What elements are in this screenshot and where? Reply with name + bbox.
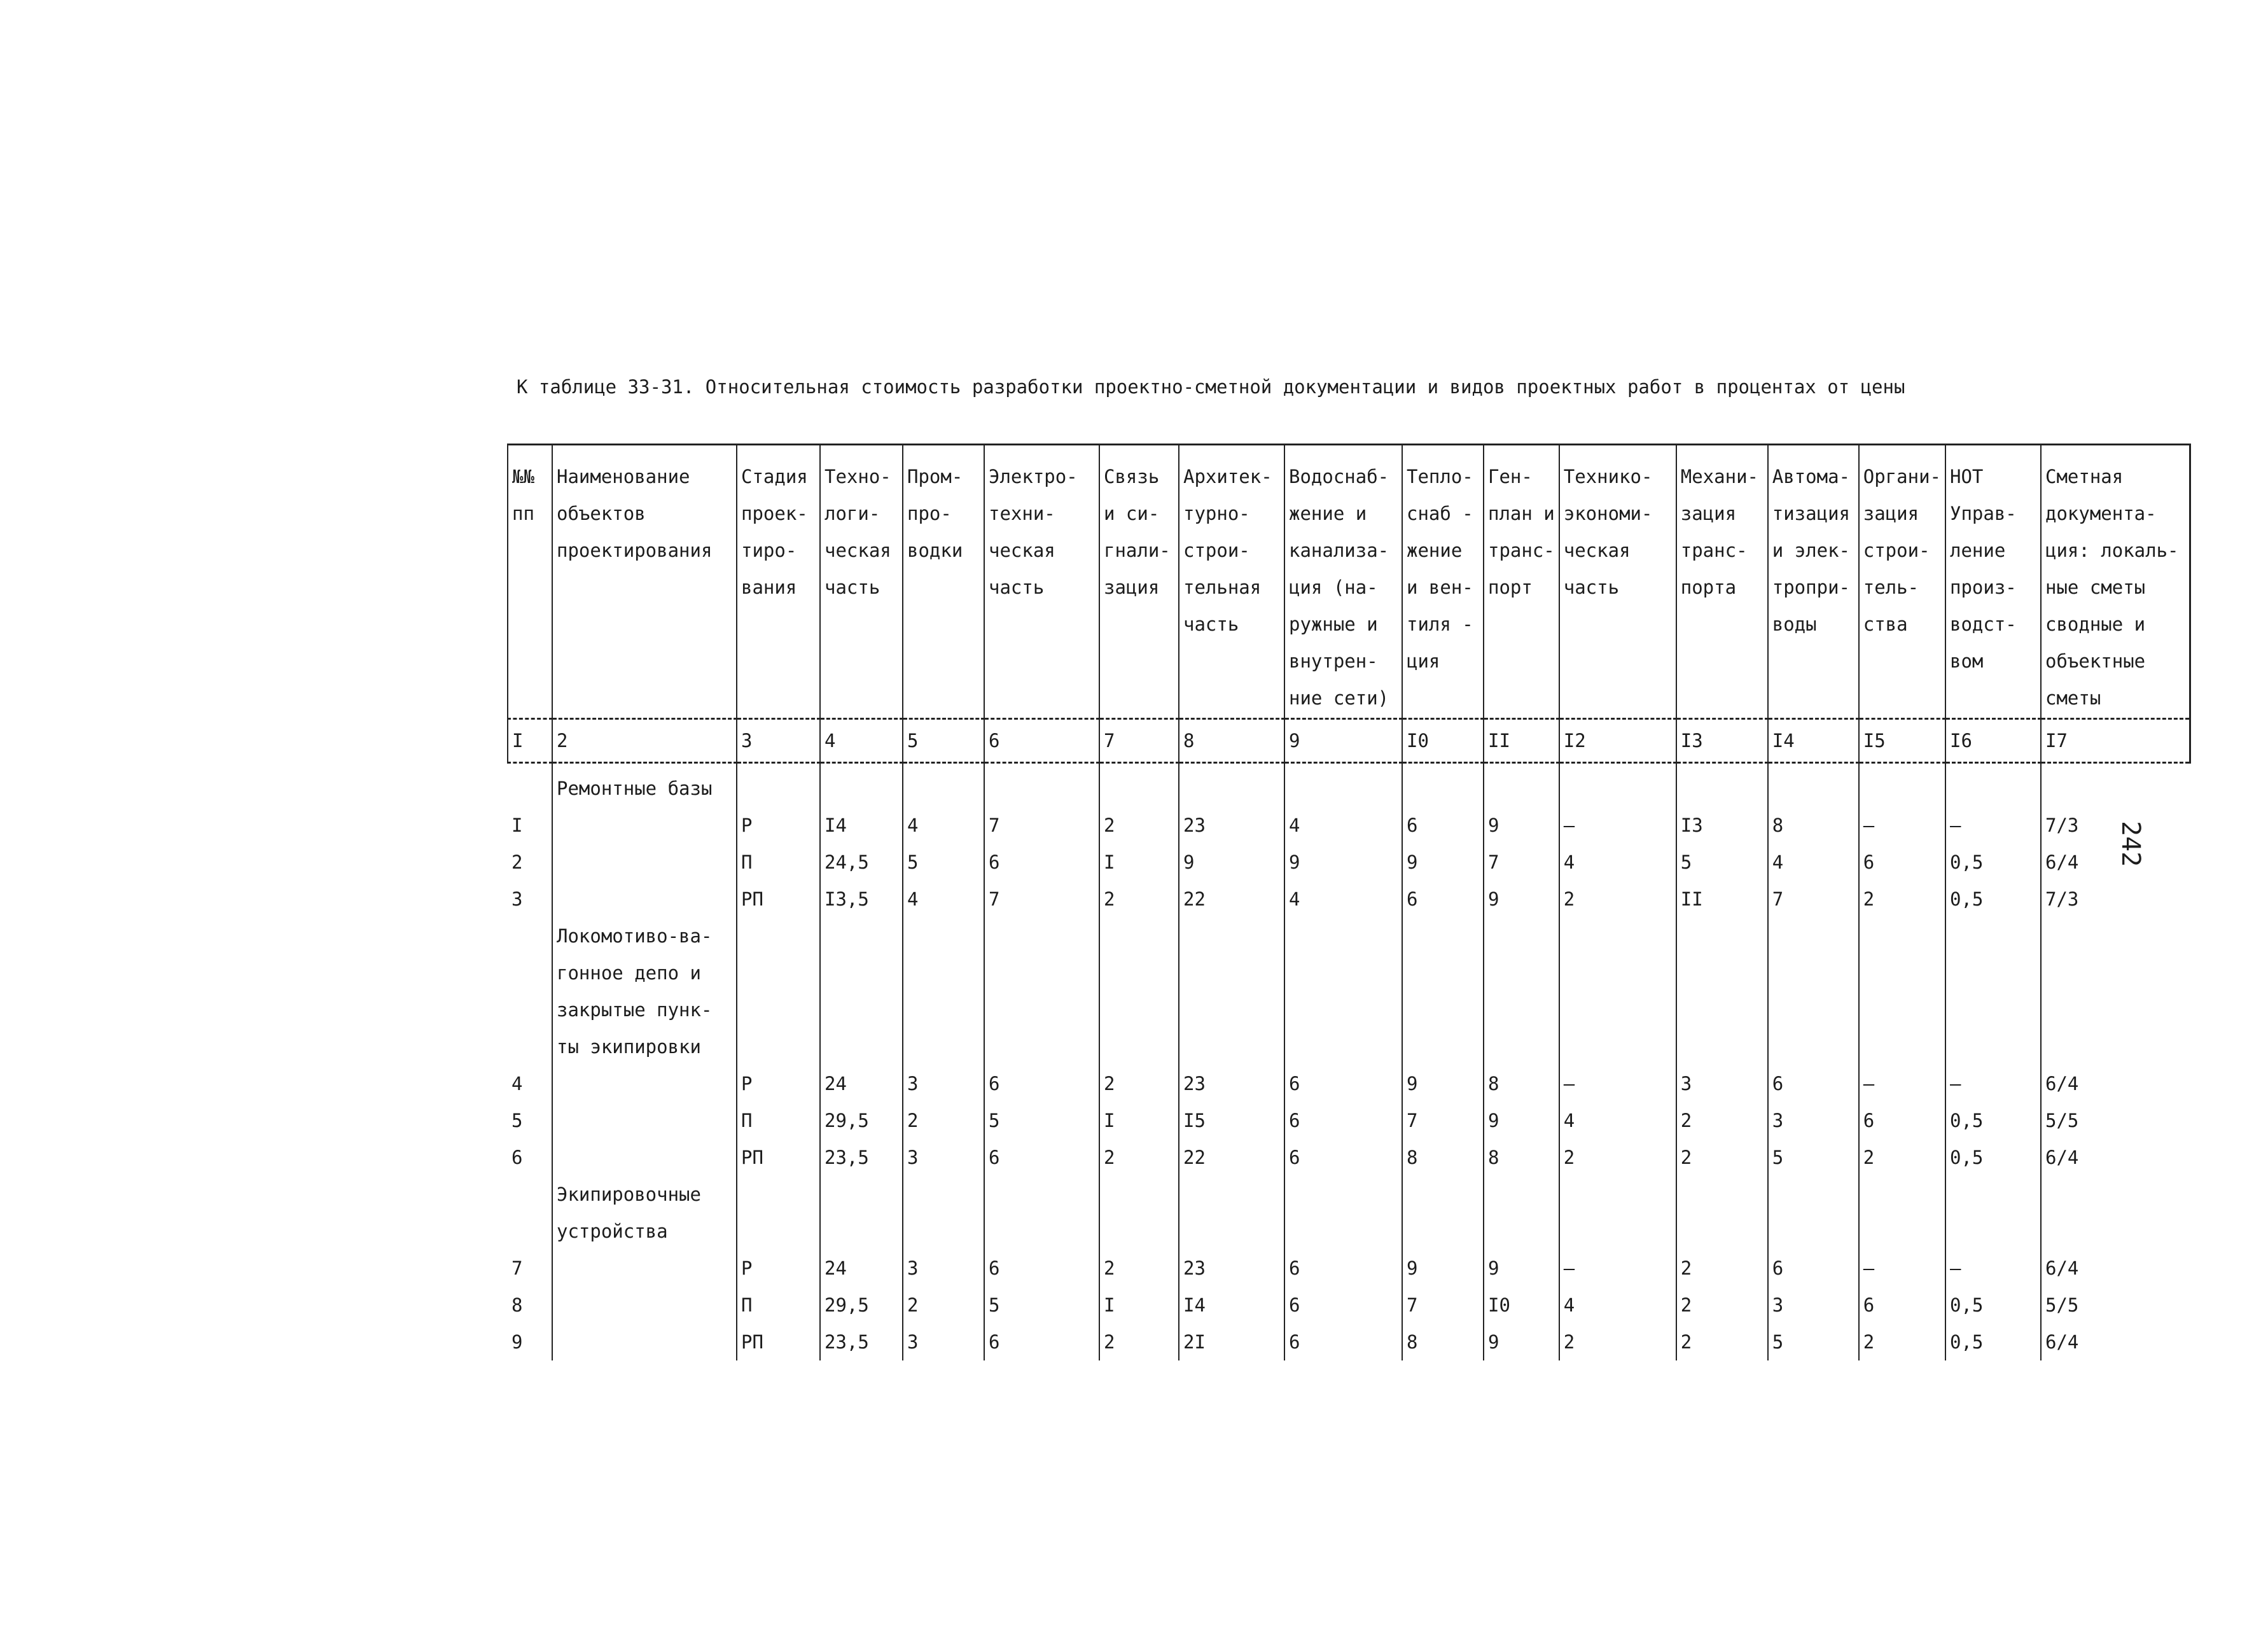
table-cell: 6 — [1284, 1139, 1402, 1176]
table-cell: 7 — [511, 1257, 523, 1279]
column-number-row — [508, 719, 2190, 763]
table-cell: 2 — [511, 851, 523, 873]
table-cell: – — [1859, 1250, 1945, 1287]
table-cell: 4 — [511, 1073, 523, 1094]
spacer-cell — [903, 763, 984, 771]
empty-cell — [1945, 770, 2041, 807]
table-cell: 6 — [984, 844, 1099, 881]
table-cell: I4 — [1179, 1287, 1284, 1324]
empty-cell — [1099, 770, 1179, 807]
table-cell: 3 — [1768, 1287, 1859, 1324]
spacer-cell — [1676, 763, 1768, 771]
table-cell: – — [1945, 1065, 2041, 1102]
column-header: Органи- зация строи- тель- ства — [1859, 445, 1945, 719]
empty-cell — [820, 1176, 903, 1250]
table-cell: 5/5 — [2041, 1102, 2190, 1139]
table-cell: 7 — [1484, 844, 1559, 881]
group-row — [508, 1176, 2190, 1250]
column-number: I3 — [1676, 719, 1768, 763]
empty-cell — [737, 770, 820, 807]
table-cell: 8 — [1402, 1139, 1484, 1176]
table-cell: 6/4 — [2041, 1065, 2190, 1102]
table-cell: 9 — [1402, 1065, 1484, 1102]
table-cell: РП — [737, 1324, 820, 1360]
spacer-cell — [984, 763, 1099, 771]
table-cell: I0 — [1484, 1287, 1559, 1324]
column-header: Водоснаб- жение и канализа- ция (на- ружные и внутрен- ние сети) — [1284, 445, 1402, 719]
table-cell: 5 — [511, 1110, 523, 1131]
table-cell: 3 — [903, 1324, 984, 1360]
table-cell: Р — [737, 1250, 820, 1287]
empty-cell — [1859, 918, 1945, 1065]
table-cell: 4 — [1559, 1102, 1676, 1139]
empty-cell — [903, 770, 984, 807]
header-row — [508, 445, 2190, 719]
page-number: 242 — [2116, 821, 2145, 867]
column-number: 6 — [984, 719, 1099, 763]
table-cell: 6 — [511, 1147, 523, 1168]
spacer-cell — [1768, 763, 1859, 771]
column-number: I — [508, 719, 552, 763]
table-cell: 6 — [1859, 1102, 1945, 1139]
column-header: Архитек- турно- строи- тельная часть — [1179, 445, 1284, 719]
column-header: Техно- логи- ческая часть — [820, 445, 903, 719]
table-cell: 23,5 — [820, 1324, 903, 1360]
table-cell: 0,5 — [1945, 1102, 2041, 1139]
table-cell — [552, 1065, 737, 1102]
table-cell: 7 — [1768, 881, 1859, 918]
table-cell: 6 — [984, 1324, 1099, 1360]
column-header: Электро- техни- ческая часть — [984, 445, 1099, 719]
table-cell: I — [1099, 1102, 1179, 1139]
group-name: Экипировочные устройства — [552, 1176, 737, 1250]
table-cell: – — [1559, 1250, 1676, 1287]
table-cell: 4 — [1284, 807, 1402, 844]
column-number: 9 — [1284, 719, 1402, 763]
empty-cell — [1284, 770, 1402, 807]
table-cell: 9 — [1484, 1250, 1559, 1287]
table-row — [508, 881, 2190, 918]
column-header: Сметная документа- ция: локаль- ные сметы сводные и объектные сметы — [2041, 445, 2190, 719]
table-cell: 6 — [1284, 1324, 1402, 1360]
table-cell: 22 — [1179, 881, 1284, 918]
column-header: Механи- зация транс- порта — [1676, 445, 1768, 719]
empty-cell — [1179, 770, 1284, 807]
empty-cell — [1099, 1176, 1179, 1250]
spacer-cell — [1559, 763, 1676, 771]
empty-cell — [1945, 918, 2041, 1065]
table-cell: 0,5 — [1945, 881, 2041, 918]
table-cell: 2 — [1559, 881, 1676, 918]
table-cell: 6/4 — [2041, 1139, 2190, 1176]
column-number: I2 — [1559, 719, 1676, 763]
empty-cell — [1559, 918, 1676, 1065]
table-row — [508, 844, 2190, 881]
table-cell: 2 — [1099, 1250, 1179, 1287]
table-cell: 6 — [1402, 881, 1484, 918]
table-cell: – — [1859, 807, 1945, 844]
column-number: I4 — [1768, 719, 1859, 763]
column-number: I5 — [1859, 719, 1945, 763]
table-cell: 2 — [1676, 1139, 1768, 1176]
table-cell: 2 — [903, 1287, 984, 1324]
group-name: Ремонтные базы — [552, 770, 737, 807]
spacer-cell — [1179, 763, 1284, 771]
table-cell: 2 — [1859, 1139, 1945, 1176]
table-cell: 7 — [984, 881, 1099, 918]
table-cell: 5/5 — [2041, 1287, 2190, 1324]
table-cell: 23 — [1179, 1250, 1284, 1287]
empty-cell — [1559, 1176, 1676, 1250]
spacer-cell — [1859, 763, 1945, 771]
table-cell: 23 — [1179, 807, 1284, 844]
table-cell: 0,5 — [1945, 844, 2041, 881]
table-cell: 6/4 — [2041, 1250, 2190, 1287]
table-cell: 2 — [1559, 1139, 1676, 1176]
table-row — [508, 1287, 2190, 1324]
table-cell — [552, 1139, 737, 1176]
table-cell: 29,5 — [820, 1102, 903, 1139]
empty-cell — [1859, 1176, 1945, 1250]
column-header: №№ пп — [508, 445, 552, 719]
table-row — [508, 807, 2190, 844]
table-cell: 9 — [511, 1331, 523, 1353]
empty-cell — [2041, 918, 2190, 1065]
table-cell: 4 — [1284, 881, 1402, 918]
table-cell: 0,5 — [1945, 1139, 2041, 1176]
table-cell: 0,5 — [1945, 1287, 2041, 1324]
table-cell — [552, 1102, 737, 1139]
table-cell — [552, 1324, 737, 1360]
table-cell: 7/3 — [2041, 881, 2190, 918]
table-cell: 24 — [820, 1250, 903, 1287]
empty-cell — [1484, 1176, 1559, 1250]
empty-cell — [984, 1176, 1099, 1250]
empty-cell — [984, 918, 1099, 1065]
table-cell: 2 — [1859, 1324, 1945, 1360]
table-caption: К таблице 33-31. Относительная стоимость разработки проектно-сметной документации и видов проектных работ в процентах от цены — [517, 376, 1905, 398]
table-cell: П — [737, 1287, 820, 1324]
table-cell: 6 — [984, 1065, 1099, 1102]
empty-cell — [508, 918, 552, 1065]
table-cell: I — [1099, 844, 1179, 881]
table-cell: 9 — [1179, 844, 1284, 881]
empty-cell — [1179, 918, 1284, 1065]
spacer-row — [508, 763, 2190, 771]
table-cell: 4 — [903, 881, 984, 918]
empty-cell — [1768, 918, 1859, 1065]
empty-cell — [1284, 1176, 1402, 1250]
table-cell: 7 — [1402, 1102, 1484, 1139]
column-number: I0 — [1402, 719, 1484, 763]
column-number: 7 — [1099, 719, 1179, 763]
column-number: I7 — [2041, 719, 2190, 763]
table-cell: 2 — [1676, 1287, 1768, 1324]
column-header: Связь и си- гнали- зация — [1099, 445, 1179, 719]
column-header: Ген- план и транс- порт — [1484, 445, 1559, 719]
column-header: Технико- экономи- ческая часть — [1559, 445, 1676, 719]
table-cell: 2 — [1099, 881, 1179, 918]
cost-table — [507, 444, 2191, 1360]
table-cell: 3 — [1676, 1065, 1768, 1102]
table-row — [508, 1102, 2190, 1139]
empty-cell — [1945, 1176, 2041, 1250]
empty-cell — [1676, 918, 1768, 1065]
table-cell: – — [1945, 1250, 2041, 1287]
spacer-cell — [1099, 763, 1179, 771]
empty-cell — [820, 770, 903, 807]
empty-cell — [1402, 1176, 1484, 1250]
table-cell: 5 — [1768, 1139, 1859, 1176]
table-cell: 23,5 — [820, 1139, 903, 1176]
table-cell: 4 — [1559, 1287, 1676, 1324]
table-row — [508, 1324, 2190, 1360]
table-cell: 6 — [1284, 1287, 1402, 1324]
empty-cell — [1484, 918, 1559, 1065]
table-cell: 22 — [1179, 1139, 1284, 1176]
table-cell: 8 — [1484, 1065, 1559, 1102]
empty-cell — [2041, 770, 2190, 807]
table-cell: 2I — [1179, 1324, 1284, 1360]
empty-cell — [984, 770, 1099, 807]
column-number: 2 — [552, 719, 737, 763]
spacer-cell — [1484, 763, 1559, 771]
table-cell: 5 — [1768, 1324, 1859, 1360]
table-cell: 6 — [1402, 807, 1484, 844]
table-cell: 23 — [1179, 1065, 1284, 1102]
column-number: 3 — [737, 719, 820, 763]
empty-cell — [508, 770, 552, 807]
spacer-cell — [508, 763, 552, 771]
spacer-cell — [1402, 763, 1484, 771]
column-number: 5 — [903, 719, 984, 763]
table-cell: П — [737, 844, 820, 881]
column-number: 4 — [820, 719, 903, 763]
table-cell: 2 — [1099, 807, 1179, 844]
spacer-cell — [552, 763, 737, 771]
table-cell: 24,5 — [820, 844, 903, 881]
table-cell: Р — [737, 807, 820, 844]
table-cell: 6 — [1284, 1102, 1402, 1139]
table-cell: 9 — [1402, 1250, 1484, 1287]
table-cell: 3 — [903, 1065, 984, 1102]
table-cell: 9 — [1484, 1102, 1559, 1139]
table-row — [508, 1139, 2190, 1176]
table-cell: РП — [737, 881, 820, 918]
group-row — [508, 918, 2190, 1065]
table-cell — [552, 844, 737, 881]
column-header: Автома- тизация и элек- тропри- воды — [1768, 445, 1859, 719]
empty-cell — [820, 918, 903, 1065]
table-cell: I — [511, 814, 523, 836]
table-cell — [552, 1250, 737, 1287]
column-header: Тепло- снаб - жение и вен- тиля - ция — [1402, 445, 1484, 719]
table-cell: 2 — [1099, 1065, 1179, 1102]
spacer-cell — [820, 763, 903, 771]
table-row — [508, 1065, 2190, 1102]
table-cell: 9 — [1484, 807, 1559, 844]
table-cell: 6 — [1859, 1287, 1945, 1324]
empty-cell — [2041, 1176, 2190, 1250]
empty-cell — [1484, 770, 1559, 807]
table-cell: 9 — [1484, 1324, 1559, 1360]
table-cell: Р — [737, 1065, 820, 1102]
table-cell: 6 — [984, 1250, 1099, 1287]
table-cell: I — [1099, 1287, 1179, 1324]
table-cell: 24 — [820, 1065, 903, 1102]
empty-cell — [1559, 770, 1676, 807]
empty-cell — [508, 1176, 552, 1250]
table-cell: 3 — [511, 888, 523, 910]
column-header: НОТ Управ- ление произ- водст- вом — [1945, 445, 2041, 719]
table-cell: 7 — [984, 807, 1099, 844]
table-cell: – — [1559, 1065, 1676, 1102]
table-cell: 7 — [1402, 1287, 1484, 1324]
table-cell: 2 — [1859, 881, 1945, 918]
table-cell: 5 — [984, 1287, 1099, 1324]
table-cell: 3 — [903, 1139, 984, 1176]
spacer-cell — [737, 763, 820, 771]
table-cell: 0,5 — [1945, 1324, 2041, 1360]
table-cell: 2 — [1676, 1102, 1768, 1139]
table-cell: 5 — [903, 844, 984, 881]
column-number: I6 — [1945, 719, 2041, 763]
table-cell: 5 — [984, 1102, 1099, 1139]
table-cell: 4 — [1768, 844, 1859, 881]
column-header: Пром- про- водки — [903, 445, 984, 719]
table-cell: 29,5 — [820, 1287, 903, 1324]
table-cell: 2 — [1099, 1139, 1179, 1176]
table-cell — [552, 807, 737, 844]
empty-cell — [1768, 770, 1859, 807]
spacer-cell — [2041, 763, 2190, 771]
table-cell: 4 — [1559, 844, 1676, 881]
table-cell: 6/4 — [2041, 844, 2190, 881]
table-cell: РП — [737, 1139, 820, 1176]
table-cell — [552, 881, 737, 918]
empty-cell — [1402, 918, 1484, 1065]
table-cell: I4 — [820, 807, 903, 844]
empty-cell — [1402, 770, 1484, 807]
empty-cell — [903, 1176, 984, 1250]
column-number: 8 — [1179, 719, 1284, 763]
table-cell: 2 — [1676, 1324, 1768, 1360]
table-cell: – — [1859, 1065, 1945, 1102]
table-cell: 8 — [1484, 1139, 1559, 1176]
empty-cell — [1099, 918, 1179, 1065]
table-cell: 9 — [1402, 844, 1484, 881]
table-cell: I3 — [1676, 807, 1768, 844]
empty-cell — [1676, 1176, 1768, 1250]
column-header: Стадия проек- тиро- вания — [737, 445, 820, 719]
column-number: II — [1484, 719, 1559, 763]
table-cell: II — [1676, 881, 1768, 918]
table-cell: 6 — [1768, 1250, 1859, 1287]
table-cell: 8 — [511, 1294, 523, 1316]
spacer-cell — [1945, 763, 2041, 771]
table-cell: 6 — [1284, 1065, 1402, 1102]
empty-cell — [737, 1176, 820, 1250]
table-cell: 2 — [1676, 1250, 1768, 1287]
table-cell: 5 — [1676, 844, 1768, 881]
table-cell: 2 — [1099, 1324, 1179, 1360]
empty-cell — [1859, 770, 1945, 807]
empty-cell — [1768, 1176, 1859, 1250]
empty-cell — [1284, 918, 1402, 1065]
table-cell: 4 — [903, 807, 984, 844]
table-cell: 6 — [1284, 1250, 1402, 1287]
empty-cell — [1179, 1176, 1284, 1250]
table-cell: 9 — [1284, 844, 1402, 881]
table-cell: 8 — [1768, 807, 1859, 844]
empty-cell — [903, 918, 984, 1065]
table-cell: I3,5 — [820, 881, 903, 918]
table-cell: 6/4 — [2041, 1324, 2190, 1360]
empty-cell — [1676, 770, 1768, 807]
table-cell: 8 — [1402, 1324, 1484, 1360]
table-cell: 6 — [1859, 844, 1945, 881]
table-cell: 7/3 — [2041, 807, 2190, 844]
empty-cell — [737, 918, 820, 1065]
table-cell: – — [1945, 807, 2041, 844]
table-cell: 2 — [903, 1102, 984, 1139]
table-cell: I5 — [1179, 1102, 1284, 1139]
column-header: Наименование объектов проектирования — [552, 445, 737, 719]
table-cell: 2 — [1559, 1324, 1676, 1360]
spacer-cell — [1284, 763, 1402, 771]
table-cell: 9 — [1484, 881, 1559, 918]
table-cell — [552, 1287, 737, 1324]
table-cell: П — [737, 1102, 820, 1139]
table-cell: 3 — [903, 1250, 984, 1287]
group-row — [508, 770, 2190, 807]
group-name: Локомотиво-ва- гонное депо и закрытые пунк- ты экипировки — [552, 918, 737, 1065]
table-cell: – — [1559, 807, 1676, 844]
table-cell: 6 — [984, 1139, 1099, 1176]
table-cell: 3 — [1768, 1102, 1859, 1139]
table-row — [508, 1250, 2190, 1287]
table-cell: 6 — [1768, 1065, 1859, 1102]
